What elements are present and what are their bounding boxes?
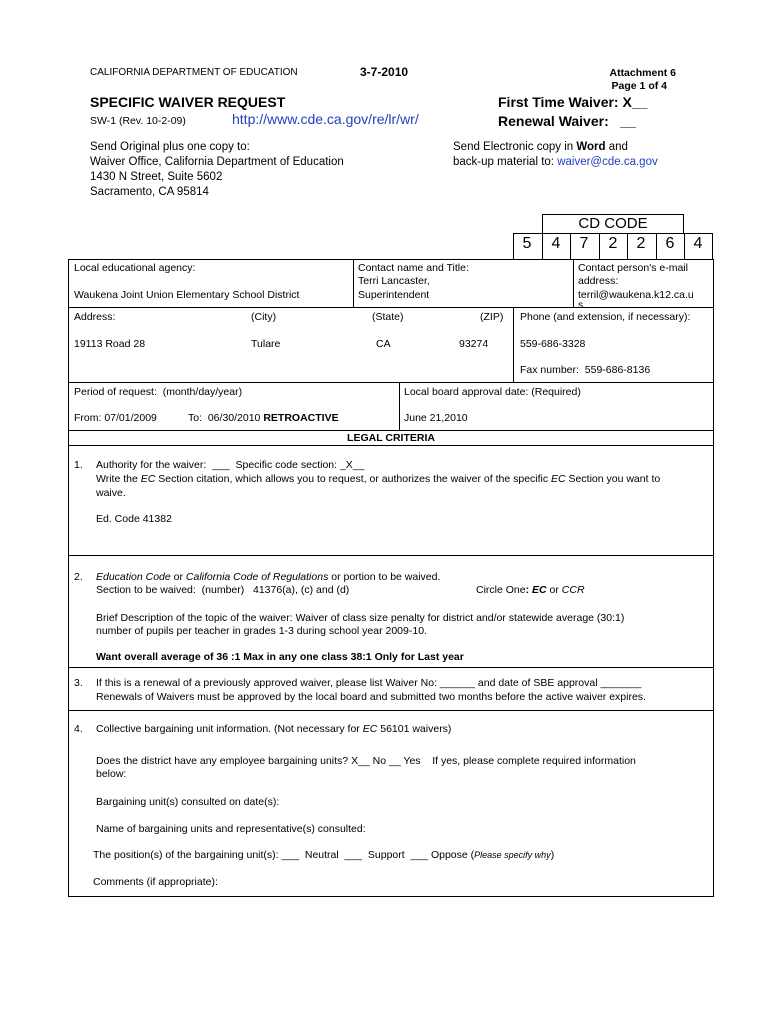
item2-description-cont: number of pupils per teacher in grades 1-3 during school year 2009-10.: [96, 625, 427, 637]
item1-authority: Authority for the waiver: ___ Specific code section: _X__: [96, 459, 365, 471]
retroactive-label: RETROACTIVE: [263, 412, 339, 424]
item4-consulted-dates: Bargaining unit(s) consulted on date(s):: [96, 796, 280, 808]
board-approval-label: Local board approval date: (Required): [404, 386, 581, 398]
item4-heading: Collective bargaining unit information. (Not necessary for EC 56101 waivers): [96, 723, 452, 735]
state-label: (State): [372, 311, 404, 323]
cd-code-digit: 6: [665, 235, 675, 252]
item-number: 1.: [74, 459, 83, 471]
send-original-line: Send Original plus one copy to:: [90, 141, 250, 153]
phone-value: 559-686-3328: [520, 338, 586, 350]
cd-code-label: CD CODE: [578, 215, 648, 232]
item2-description: Brief Description of the topic of the waiver: Waiver of class size penalty for district and/or statewide average (30:1): [96, 612, 625, 624]
item3-renewal-note: Renewals of Waivers must be approved by the local board and submitted two months before the active waiver expires.: [96, 691, 646, 703]
page-number: Page 1 of 4: [611, 80, 667, 92]
contact-title: Superintendent: [358, 289, 430, 301]
period-from: From: 07/01/2009: [74, 412, 157, 424]
street-address: 19113 Road 28: [74, 338, 146, 350]
email-label-2: address:: [578, 275, 619, 287]
agency-label: Local educational agency:: [74, 262, 196, 274]
department-name: CALIFORNIA DEPARTMENT OF EDUCATION: [90, 67, 298, 78]
zip-value: 93274: [459, 338, 489, 350]
fax-number: Fax number: 559-686-8136: [520, 364, 651, 376]
item-number: 3.: [74, 677, 83, 689]
circle-ccr: CCR: [561, 584, 585, 596]
item3-renewal: If this is a renewal of a previously approved waiver, please list Waiver No: ______ and date of SBE approval _______: [96, 677, 642, 689]
item1-instruction: Write the EC Section citation, which allows you to request, or authorizes the waiver of the specific EC Section you want to: [96, 473, 661, 485]
contact-email-overflow: s: [578, 299, 584, 307]
agency-name: Waukena Joint Union Elementary School District: [74, 289, 300, 301]
item2-heading: Education Code or California Code of Regulations or portion to be waived.: [96, 571, 441, 583]
cd-code-digit: 4: [551, 235, 561, 252]
email-label: Contact person's e-mail: [578, 262, 688, 274]
item2-want-note: Want overall average of 36 :1 Max in any one class 38:1 Only for Last year: [96, 651, 464, 663]
item4-bargaining-question: Does the district have any employee bargaining units? X__ No __ Yes If yes, please complete required information: [96, 755, 636, 767]
contact-name: Terri Lancaster,: [358, 275, 430, 287]
item4-bargaining-question-cont: below:: [96, 768, 127, 780]
header-date: 3-7-2010: [360, 65, 409, 79]
send-electronic-block: [453, 140, 658, 170]
period-label: Period of request: (month/day/year): [74, 386, 243, 398]
backup-line: back-up material to: waiver@cde.ca.gov: [453, 156, 658, 168]
cd-code-digit: 2: [608, 235, 618, 252]
waiver-url-link[interactable]: http://www.cde.ca.gov/re/lr/wr/: [232, 111, 419, 127]
renewal-waiver: Renewal Waiver: __: [498, 113, 636, 129]
item1-ed-code: Ed. Code 41382: [96, 513, 172, 525]
phone-label: Phone (and extension, if necessary):: [520, 311, 691, 323]
send-original-line: Waiver Office, California Department of Education: [90, 156, 344, 168]
cd-code-digit: 7: [579, 235, 589, 252]
item2-circle-one: Circle One: EC or CCR: [476, 584, 585, 596]
send-original-line: 1430 N Street, Suite 5602: [90, 171, 223, 183]
item1-instruction-cont: waive.: [96, 487, 126, 499]
period-to: To: 06/30/2010 RETROACTIVE: [188, 412, 339, 424]
item4-representatives: Name of bargaining units and representative(s) consulted:: [96, 823, 366, 835]
send-original-line: Sacramento, CA 95814: [90, 186, 209, 198]
item4-comments: Comments (if appropriate):: [93, 876, 218, 888]
contact-email: terril@waukena.k12.ca.u: [578, 289, 694, 301]
circle-ec: EC: [532, 584, 547, 596]
waiver-email-link[interactable]: waiver@cde.ca.gov: [557, 156, 658, 168]
item-number: 2.: [74, 571, 83, 583]
item4-positions: The position(s) of the bargaining unit(s): ___ Neutral ___ Support ___ Oppose (Please specify why): [93, 849, 555, 861]
legal-criteria-heading: LEGAL CRITERIA: [347, 432, 435, 444]
word-format: Word: [576, 141, 606, 153]
item-number: 4.: [74, 723, 83, 735]
contact-label: Contact name and Title:: [358, 262, 469, 274]
attachment-label: Attachment 6: [609, 67, 676, 79]
cd-code-digit: 5: [522, 235, 532, 252]
cd-code-digit: 2: [636, 235, 646, 252]
address-label: Address:: [74, 311, 116, 323]
city-value: Tulare: [251, 338, 281, 350]
state-value: CA: [376, 338, 391, 350]
form-title: SPECIFIC WAIVER REQUEST: [90, 94, 286, 110]
cd-code-digit: 4: [693, 235, 703, 252]
form-id: SW-1 (Rev. 10-2-09): [90, 115, 186, 127]
board-approval-date: June 21,2010: [404, 412, 468, 424]
item2-section: Section to be waived: (number) 41376(a), (c) and (d): [96, 584, 350, 596]
send-original-block: [90, 140, 344, 200]
city-label: (City): [251, 311, 277, 323]
first-time-waiver: First Time Waiver: X__: [498, 94, 648, 110]
zip-label: (ZIP): [480, 311, 504, 323]
send-electronic-line: Send Electronic copy in Word and: [453, 141, 628, 153]
